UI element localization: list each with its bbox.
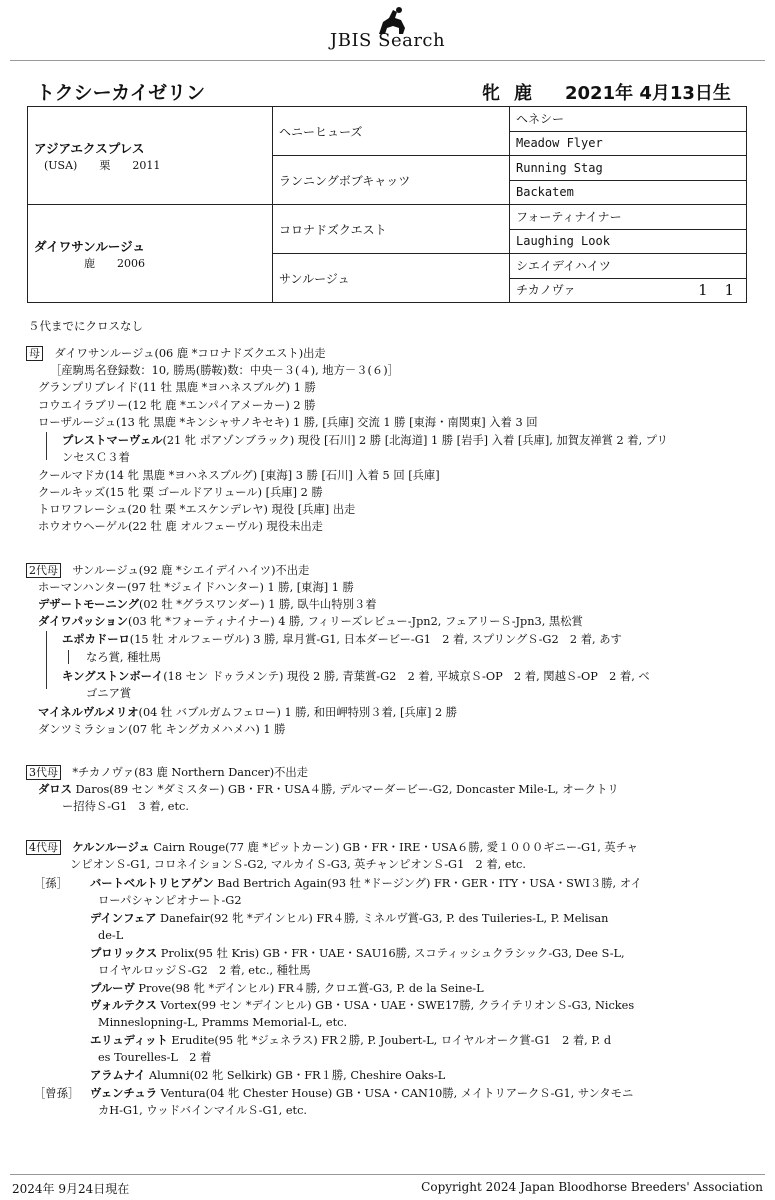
g7-line-1: アラムナイ Alumni(02 牝 Selkirk) GB・FR１勝, Cheshire Oaks-L (90, 1069, 446, 1082)
ddd-cell[interactable] (510, 278, 747, 303)
gg1-line-1: ヴェンチュラ Ventura(04 牝 Chester House) GB・USA・CAN10勝, メイトリアークＳ-G1, サンタモニ (90, 1087, 634, 1100)
gen3-line-2: ダロス Daros(89 セン *ダミスター) GB・FR・USA４勝, デルマーダービー-G2, Doncaster Mile-L, オークトリ (38, 783, 619, 796)
sire-sire-cell[interactable]: ヘニーヒューズ (273, 107, 510, 156)
dam-line-9: クールキッズ(15 牝 栗 ゴールドアリュール) [兵庫] 2 勝 (38, 486, 323, 499)
gen3-line-3: ー招待Ｓ-G1 3 着, etc. (62, 800, 189, 813)
dam-line-6: プレストマーヴェル(21 牝 ポアゾンブラック) 現役 [石川] 2 勝 [北海道] 1 勝 [岩手] 入着 [兵庫], 加賀友禅賞 2 着, プリ (62, 434, 668, 447)
dam-dam-cell[interactable]: サンルージュ (273, 254, 510, 303)
dam-line-3: グランプリブレイド(11 牡 黒鹿 *ヨハネスブルグ) 1 勝 (38, 381, 316, 394)
gen2-line-10: ダンツミラション(07 牝 キングカメハメハ) 1 勝 (38, 723, 286, 736)
horse-color: 鹿 (514, 83, 532, 104)
sds-cell[interactable]: Running Stag (510, 156, 747, 181)
header-divider (10, 60, 765, 61)
gen2-line-6: なろ賞, 種牡馬 (86, 651, 161, 664)
horse-birthdate: 2021年 4月13日生 (565, 83, 731, 104)
dam-line-4: コウエイラブリー(12 牝 鹿 *エンパイアメーカー) 2 勝 (38, 399, 316, 412)
dam-line-2: ［産駒馬名登録数：10, 勝馬(勝鞍)数：中央－３(４), 地方－３(６)］ (50, 364, 399, 377)
g3-line-1: プロリックス Prolix(95 牡 Kris) GB・FR・UAE・SAU16勝, スコティッシュクラシック-G3, Dee S-L, (90, 947, 625, 960)
sss-cell[interactable]: ヘネシー (510, 107, 747, 132)
no-cross-note: ５代までにクロスなし (28, 319, 143, 333)
g1-line-1: バートベルトリヒアゲン Bad Bertrich Again(93 牡 *ドージング) FR・GER・ITY・USA・SWI３勝, オイ (90, 877, 642, 890)
g2-line-2: de-L (98, 929, 124, 942)
dam-line-7: ンセスＣ３着 (62, 451, 130, 464)
jbis-logo[interactable] (330, 4, 460, 52)
dds-cell[interactable]: シエイデイハイツ (510, 254, 747, 279)
gen3-line-1: 3代母 *チカノヴァ(83 鹿 Northern Dancer)不出走 (26, 765, 308, 781)
logo-text: JBIS Search (330, 30, 446, 51)
g2-line-1: デインフェア Danefair(92 牝 *デインヒル) FR４勝, ミネルヴ賞-G3, P. des Tuileries-L, P. Melisan (90, 912, 609, 925)
gen4-line-2: ンピオンＳ-G1, コロネイションＳ-G2, マルカイＳ-G3, 英チャンピオンＳ-G1 2 着, etc. (70, 858, 526, 871)
copyright: Copyright 2024 Japan Bloodhorse Breeders' Association (421, 1180, 763, 1194)
gen2-tag: 2代母 (26, 563, 61, 578)
gen2-line-3: デザートモーニング(02 牡 *グラスワンダー) 1 勝, 臥牛山特別３着 (38, 598, 377, 611)
dam-tag: 母 (26, 346, 43, 361)
sire-info: (USA) 栗 2011 (44, 158, 161, 172)
g1-line-2: ローパシャンピオナート-G2 (98, 894, 242, 907)
dam-name[interactable]: ダイワサンルージュ (34, 238, 145, 254)
tree-line (46, 432, 47, 460)
g5-line-1: ヴォルテクス Vortex(99 セン *デインヒル) GB・USA・UAE・SWE17勝, クライテリオンＳ-G3, Nickes (90, 999, 635, 1012)
horse-name: トクシーカイゼリン (36, 82, 206, 104)
sire-dam-cell[interactable]: ランニングボブキャッツ (273, 156, 510, 205)
tree-line (68, 650, 69, 664)
g4-line-1: プルーヴ Prove(98 牝 *デインヒル) FR４勝, クロエ賞-G3, P. de la Seine-L (90, 982, 484, 995)
ssd-cell[interactable]: Meadow Flyer (510, 131, 747, 156)
tree-line (46, 631, 47, 689)
dam-line-1: 母 ダイワサンルージュ(06 鹿 *コロナドズクエスト)出走 (26, 346, 326, 362)
dam-line-11: ホウオウヘーゲル(22 牡 鹿 オルフェーヴル) 現役未出走 (38, 520, 323, 533)
pedigree-table (27, 106, 747, 303)
gen2-line-1: 2代母 サンルージュ(92 鹿 *シエイデイハイツ)不出走 (26, 563, 309, 579)
horse-sex: 牝 (482, 83, 500, 104)
sire-cell (28, 107, 273, 205)
dsd-cell[interactable]: Laughing Look (510, 229, 747, 254)
g3-line-2: ロイヤルロッジＳ-G2 2 着, etc., 種牡馬 (98, 964, 311, 977)
gen2-line-5: エポカドーロ(15 牡 オルフェーヴル) 3 勝, 皐月賞-G1, 日本ダービー-G1 2 着, スプリングＳ-G2 2 着, あす (62, 633, 622, 646)
dss-cell[interactable]: フォーティナイナー (510, 205, 747, 230)
gen2-line-2: ホーマンハンター(97 牡 *ジェイドハンター) 1 勝, [東海] 1 勝 (38, 581, 354, 594)
dam-info: 鹿 2006 (84, 256, 145, 270)
grandchild-label: ［孫］ (34, 877, 68, 890)
dam-cell (28, 205, 273, 303)
gen2-line-8: ゴニア賞 (86, 687, 132, 700)
dam-line-8: クールマドカ(14 牝 黒鹿 *ヨハネスブルグ) [東海] 3 勝 [石川] 入着 5 回 [兵庫] (38, 469, 440, 482)
sdd-cell[interactable]: Backatem (510, 180, 747, 205)
dam-line-5: ローザルージュ(13 牝 黒鹿 *キンシャサノキセキ) 1 勝, [兵庫] 交流 1 勝 [東海・南関東] 入着 3 回 (38, 416, 538, 429)
gg1-line-2: カH-G1, ウッドバインマイルＳ-G1, etc. (98, 1104, 308, 1117)
g6-line-2: es Tourelles-L 2 着 (98, 1051, 212, 1064)
gen4-tag: 4代母 (26, 840, 61, 855)
gen2-line-4: ダイワパッション(03 牝 *フォーティナイナー) 4 勝, フィリーズレビュー-Jpn2, フェアリーＳ-Jpn3, 黒松賞 (38, 615, 583, 628)
as-of-date: 2024年 9月24日現在 (12, 1182, 130, 1196)
great-grandchild-label: ［曾孫］ (34, 1087, 80, 1100)
dam-line-10: トロワフレーシュ(20 牡 栗 *エスケンデレヤ) 現役 [兵庫] 出走 (38, 503, 356, 516)
sire-name[interactable]: アジアエクスプレス (34, 140, 145, 156)
gen4-line-1: 4代母 ケルンルージュ Cairn Rouge(77 鹿 *ピットカーン) GB・FR・IRE・USA６勝, 愛１０００ギニー-G1, 英チャ (26, 840, 638, 856)
ddd-cross: 1 1 (698, 281, 740, 300)
g6-line-1: エリュディット Erudite(95 牝 *ジェネラス) FR２勝, P. Joubert-L, ロイヤルオーク賞-G1 2 着, P. d (90, 1034, 612, 1047)
gen2-line-7: キングストンボーイ(18 セン ドゥラメンテ) 現役 2 勝, 青葉賞-G2 2 着, 平城京Ｓ-OP 2 着, 関越Ｓ-OP 2 着, ベ (62, 670, 650, 683)
g5-line-2: Minneslopning-L, Pramms Memorial-L, etc. (98, 1016, 348, 1029)
gen3-tag: 3代母 (26, 765, 61, 780)
gen2-line-9: マイネルヴルメリオ(04 牡 バブルガムフェロー) 1 勝, 和田岬特別３着, [兵庫] 2 勝 (38, 706, 458, 719)
ddd-name: チカノヴァ (516, 283, 576, 298)
dam-sire-cell[interactable]: コロナドズクエスト (273, 205, 510, 254)
footer-divider (10, 1174, 765, 1175)
